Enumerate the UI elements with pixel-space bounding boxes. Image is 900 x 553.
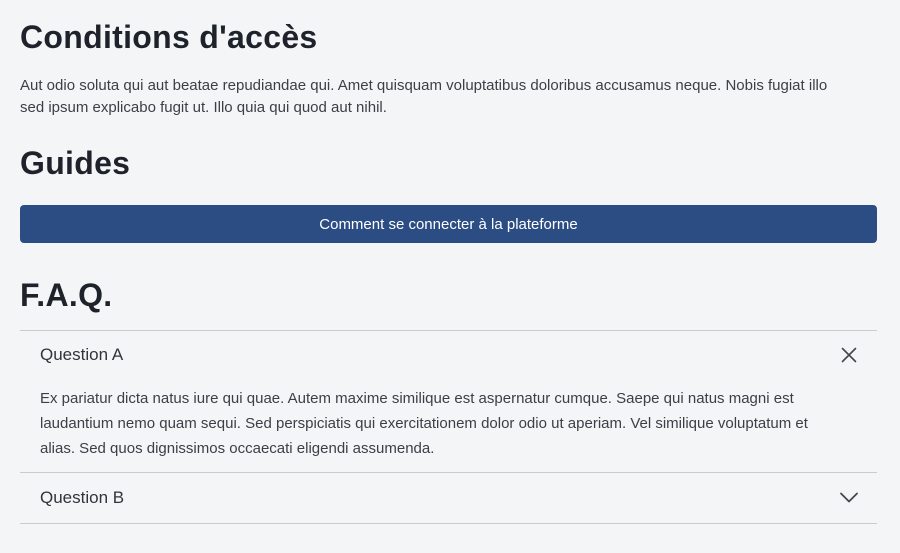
- faq-question-a-header[interactable]: [20, 331, 877, 378]
- faq-item-question-b: [20, 472, 877, 523]
- conditions-intro-text: Aut odio soluta qui aut beatae repudiandae qui. Amet quisquam voluptatibus doloribus accusamus neque. Nobis fugiat illo sed ipsum explicabo fugit ut. Illo quia qui quod aut nihil.: [20, 77, 828, 116]
- faq-question-b-label: Question B: [40, 488, 125, 507]
- faq-section-title: F.A.Q.: [20, 277, 113, 313]
- chevron-down-icon[interactable]: [837, 486, 861, 510]
- faq-accordion: [20, 330, 877, 524]
- faq-question-a-label: Question A: [40, 344, 124, 364]
- close-icon[interactable]: [837, 343, 861, 367]
- page-title: Conditions d'accès: [20, 19, 318, 55]
- connect-guide-button[interactable]: Comment se connecter à la plateforme: [20, 205, 877, 243]
- guides-section-title: Guides: [20, 145, 131, 181]
- faq-question-a-answer: Ex pariatur dicta natus iure qui quae. Autem maxime similique est aspernatur cumque. Saepe qui natus magni est laudantium nemo quam sequi. Sed perspiciatis qui exercitationem dolor odio ut aperiam. Vel similique voluptatum et alias. Sed quos dignissimos occaecati eligendi assumenda.: [40, 390, 808, 457]
- faq-item-question-a: [20, 331, 877, 472]
- faq-question-b-header[interactable]: [20, 473, 877, 523]
